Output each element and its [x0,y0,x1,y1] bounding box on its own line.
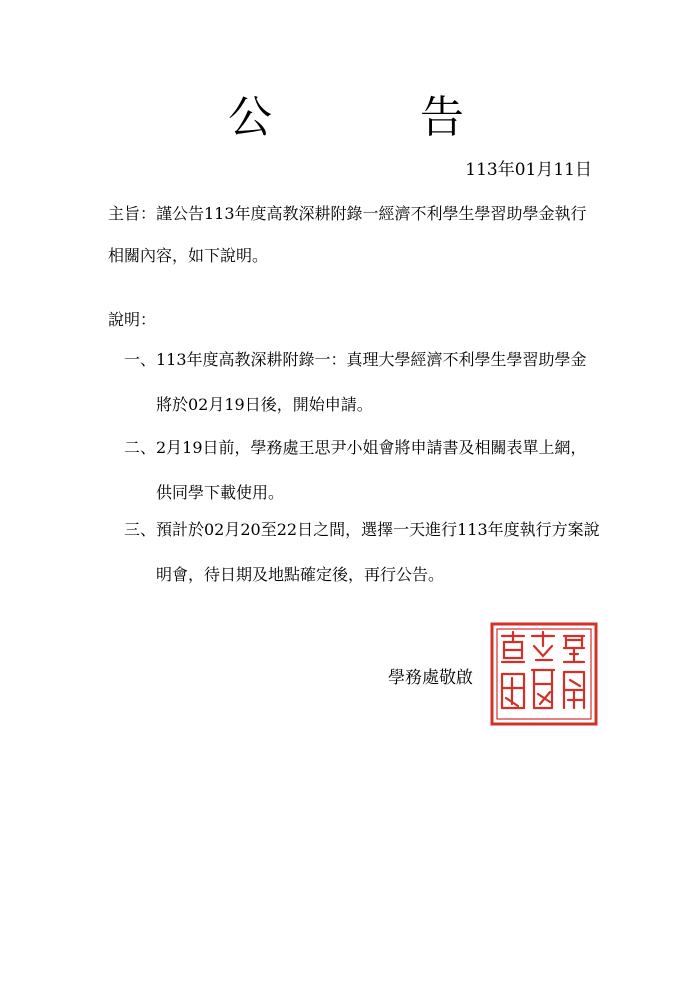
title-char-2: 告 [420,92,464,143]
subject-line-2: 相關內容，如下說明。 [108,246,269,265]
subject-line-1: 主旨：謹公告113年度高教深耕附錄一經濟不利學生學習助學金執行 [108,204,587,223]
item-1-line-2: 將於02月19日後，開始申請。 [156,395,373,414]
document-title [0,88,700,148]
title-char-1: 公 [228,92,272,143]
document-date: 113年01月11日 [465,160,592,180]
item-2-line-1: 二、2月19日前，學務處王思尹小姐會將申請書及相關表單上網， [124,438,587,457]
signature: 學務處敬啟 [388,668,473,688]
item-3-line-1: 三、預計於02月20至22日之間，選擇一天進行113年度執行方案說 [124,520,600,539]
item-3-line-2: 明會，待日期及地點確定後，再行公告。 [156,565,445,584]
explanation-heading: 說明： [108,310,157,329]
item-1-line-1: 一、113年度高教深耕附錄一：真理大學經濟不利學生學習助學金 [124,350,587,369]
official-seal-stamp [490,622,598,726]
item-2-line-2: 供同學下載使用。 [156,483,285,502]
